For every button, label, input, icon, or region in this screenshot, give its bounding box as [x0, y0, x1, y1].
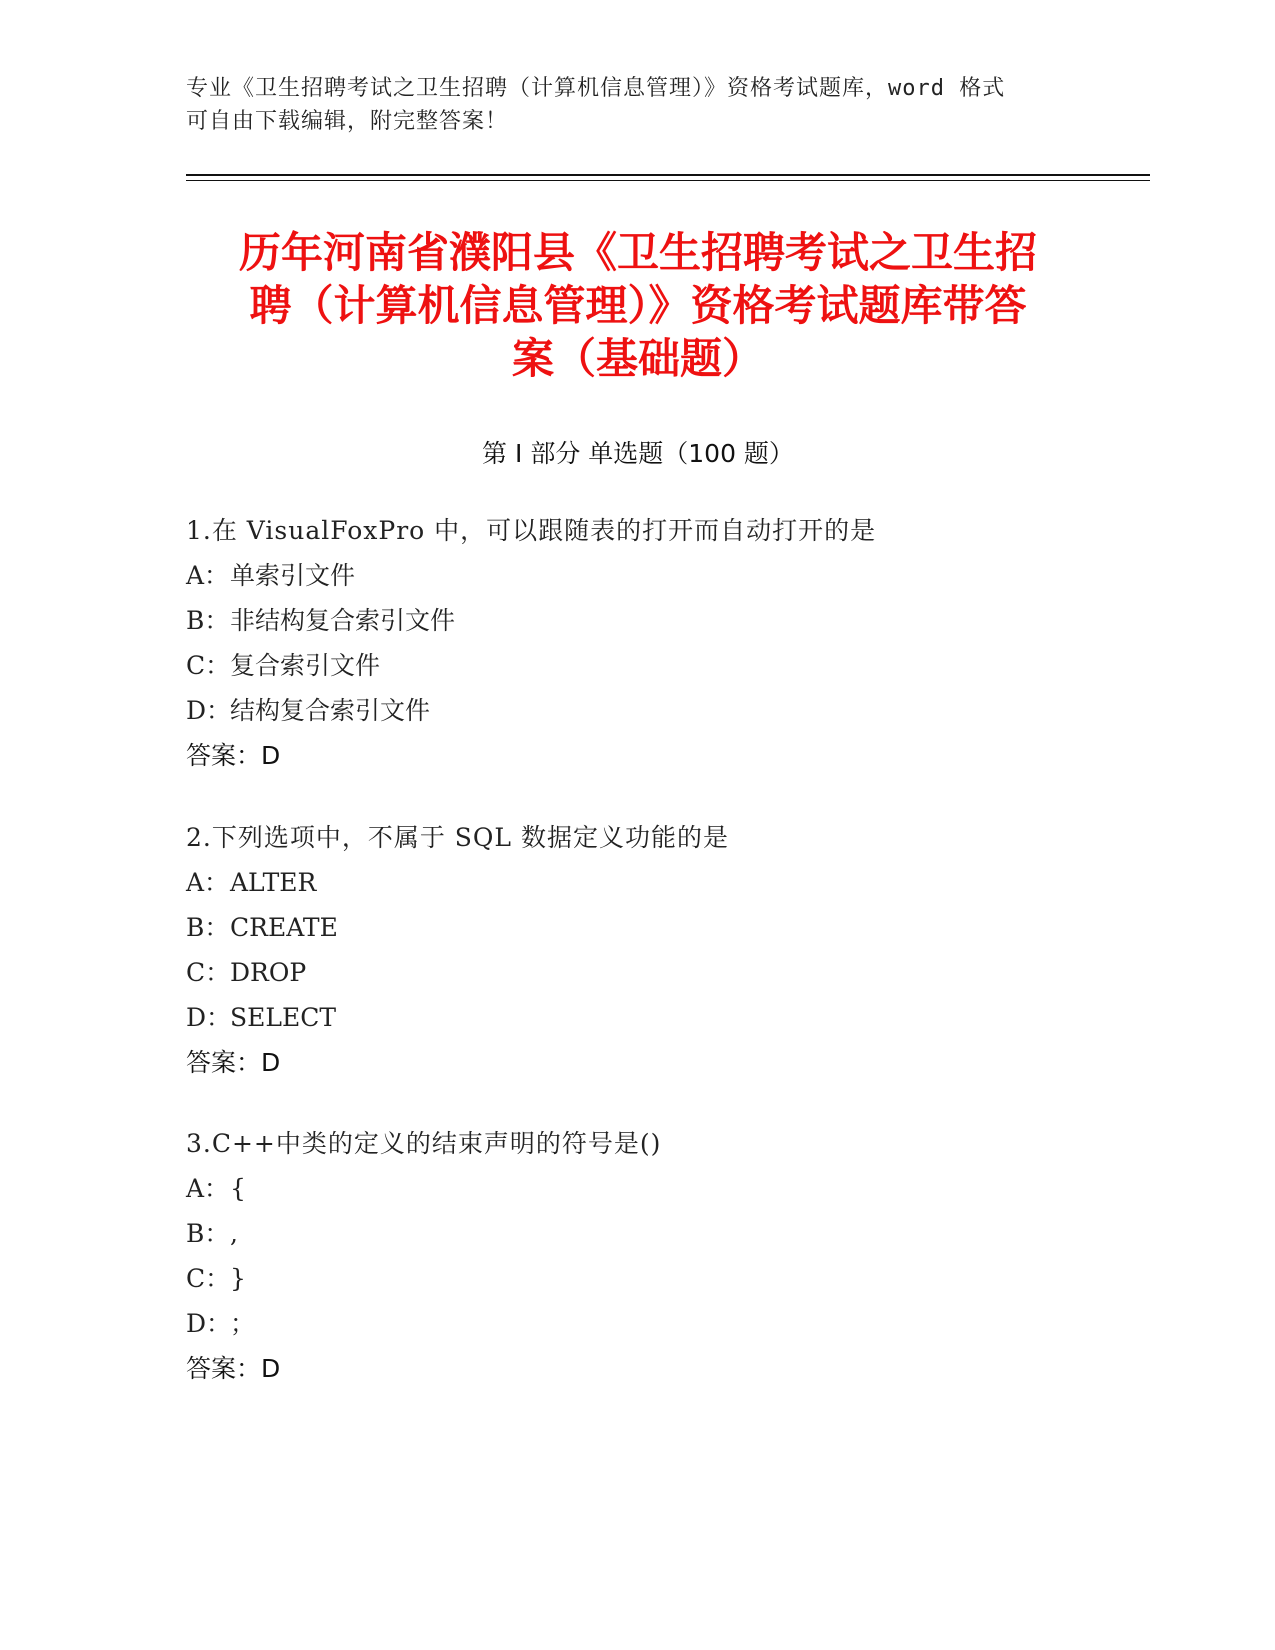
option-c — [186, 950, 1106, 995]
option-text: { — [230, 1174, 246, 1203]
option-a — [186, 553, 1106, 598]
question-stem: 3.C++中类的定义的结束声明的符号是() — [186, 1129, 662, 1158]
option-text: } — [230, 1264, 246, 1293]
document-title-line: 案（基础题） — [511, 334, 764, 383]
option-letter: C： — [186, 651, 231, 680]
option-a — [186, 860, 1106, 905]
document-title-line: 历年河南省濮阳县《卫生招聘考试之卫生招 — [238, 228, 1037, 277]
option-d — [186, 1301, 1106, 1346]
option-letter: A： — [186, 868, 230, 897]
question-block — [186, 1121, 1106, 1391]
question-stem: 2.下列选项中，不属于 SQL 数据定义功能的是 — [186, 823, 729, 852]
section-heading: 第 I 部分 单选题（100 题） — [482, 439, 794, 468]
option-text: ALTER — [230, 868, 317, 897]
option-text: 结构复合索引文件 — [230, 696, 431, 725]
question-block — [186, 815, 1106, 1085]
header-note-line: 可自由下载编辑，附完整答案！ — [186, 109, 509, 134]
option-b — [186, 905, 1106, 950]
option-b — [186, 598, 1106, 643]
option-letter: A： — [186, 1174, 230, 1203]
answer-line: 答案：D — [186, 1354, 281, 1383]
option-letter: D： — [186, 696, 232, 725]
option-letter: B： — [186, 913, 230, 942]
answer-line: 答案：D — [186, 741, 281, 770]
option-text: CREATE — [230, 913, 338, 942]
option-text: 非结构复合索引文件 — [230, 606, 456, 635]
answer-line: 答案：D — [186, 1048, 281, 1077]
option-d — [186, 995, 1106, 1040]
header-note — [186, 72, 1066, 138]
option-letter: C： — [186, 958, 231, 987]
option-letter: B： — [186, 1219, 230, 1248]
option-c — [186, 643, 1106, 688]
header-note-line: 专业《卫生招聘考试之卫生招聘（计算机信息管理）》资格考试题库，word 格式 — [186, 76, 1006, 101]
option-b — [186, 1211, 1106, 1256]
option-text: SELECT — [230, 1003, 337, 1032]
option-text: ； — [230, 1309, 256, 1338]
option-text: , — [230, 1219, 238, 1248]
option-letter: A： — [186, 561, 230, 590]
header-divider-thin — [186, 180, 1150, 181]
document-title-line: 聘（计算机信息管理）》资格考试题库带答 — [249, 281, 1027, 330]
question-block — [186, 508, 1106, 778]
option-letter: C： — [186, 1264, 231, 1293]
option-text: 单索引文件 — [230, 561, 356, 590]
header-divider — [186, 174, 1150, 176]
option-text: 复合索引文件 — [230, 651, 381, 680]
option-letter: B： — [186, 606, 230, 635]
question-stem: 1.在 VisualFoxPro 中，可以跟随表的打开而自动打开的是 — [186, 516, 877, 545]
option-text: DROP — [230, 958, 307, 987]
option-letter: D： — [186, 1003, 232, 1032]
option-c — [186, 1256, 1106, 1301]
option-letter: D： — [186, 1309, 232, 1338]
option-a — [186, 1166, 1106, 1211]
option-d — [186, 688, 1106, 733]
document-title — [186, 226, 1090, 385]
